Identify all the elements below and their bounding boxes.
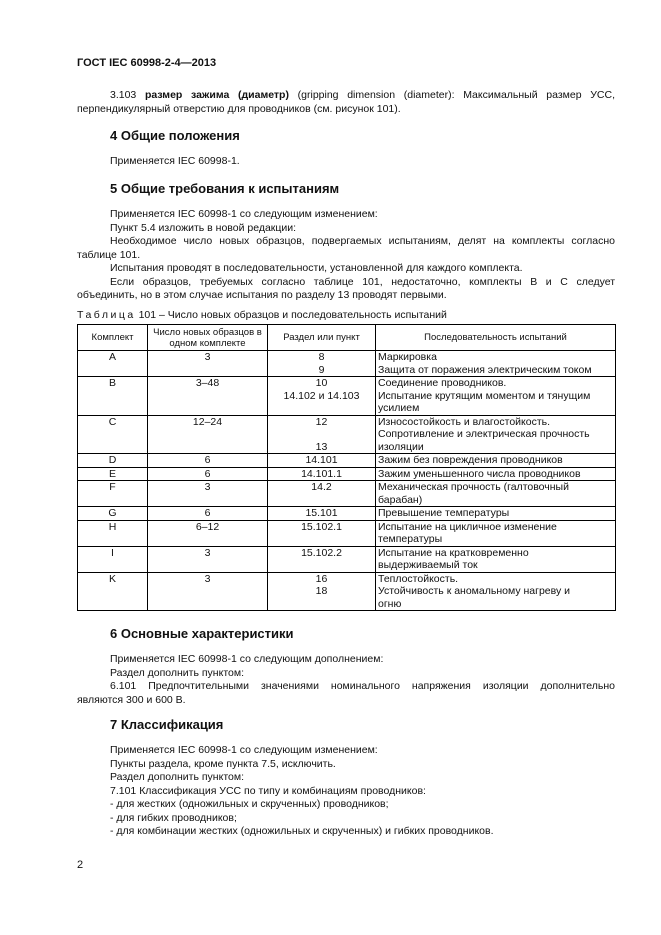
- cell-tests: [376, 351, 616, 377]
- section-6-p2: Раздел дополнить пунктом:: [110, 666, 244, 679]
- section-6-title: 6 Основные характеристики: [110, 626, 294, 641]
- clause-line: [270, 533, 373, 546]
- col-header-clause: Раздел или пункт: [268, 325, 376, 351]
- section-5-p5-cont: объединить, но в этом случае испытания по разделу 13 проводят первыми.: [77, 289, 447, 301]
- clause-line: [270, 402, 373, 415]
- test-line: Сопротивление и электрическая прочность: [378, 428, 590, 440]
- test-line: Испытание крутящим моментом и тянущим: [378, 389, 591, 402]
- cell-set: I: [78, 546, 148, 572]
- section-5-p5: Если образцов, требуемых согласно таблице 101, недостаточно, комплекты B и C следует: [110, 275, 615, 288]
- cell-count: 6: [148, 507, 268, 521]
- test-line: выдерживаемый ток: [378, 559, 478, 571]
- cell-tests: [376, 520, 616, 546]
- section-7-body: [77, 744, 615, 839]
- test-line: огню: [378, 597, 402, 610]
- test-line: барабан): [378, 493, 423, 506]
- test-line: Испытание на кратковременно: [378, 546, 529, 559]
- term-definition: (gripping dimension (diameter): Максимальный размер УСС,: [297, 89, 615, 101]
- cell-set: C: [78, 415, 148, 454]
- table-caption: [77, 309, 447, 323]
- cell-count: 6: [148, 467, 268, 481]
- cell-count: 6–12: [148, 520, 268, 546]
- section-7-p2: Пункты раздела, кроме пункта 7.5, исключить.: [110, 757, 336, 770]
- cell-clauses: [268, 520, 376, 546]
- table-caption-prefix: Таблица: [77, 309, 136, 321]
- table-row: [78, 415, 616, 454]
- test-line: температуры: [378, 533, 443, 545]
- table-row: [78, 377, 616, 416]
- section-5-p3-cont: таблице 101.: [77, 248, 141, 261]
- section-7-p3: Раздел дополнить пунктом:: [110, 771, 244, 783]
- clause-line: 14.101: [305, 454, 338, 466]
- test-line: Защита от поражения электрическим током: [378, 363, 592, 376]
- test-line: Механическая прочность (галтовочный: [378, 481, 569, 493]
- cell-count: 3: [148, 546, 268, 572]
- cell-count: 3–48: [148, 377, 268, 416]
- section-6-p3: 6.101 Предпочтительными значениями номинального напряжения изоляции дополнительно: [110, 680, 615, 692]
- test-line: Соединение проводников.: [378, 377, 507, 389]
- test-line: изоляции: [378, 440, 424, 453]
- cell-clauses: [268, 481, 376, 507]
- term: размер зажима (диаметр): [144, 89, 289, 101]
- cell-clauses: [268, 507, 376, 521]
- table-body: [78, 351, 616, 611]
- clause-line: 13: [315, 440, 328, 453]
- section-6-p1: Применяется IEC 60998-1 со следующим дополнением:: [110, 653, 384, 665]
- cell-tests: [376, 454, 616, 468]
- section-6-p3-cont: являются 300 и 600 В.: [77, 693, 186, 706]
- table-row: [78, 481, 616, 507]
- table-101: [77, 324, 616, 611]
- test-line: Испытание на цикличное изменение: [378, 520, 557, 533]
- cell-count: 3: [148, 572, 268, 611]
- table-row: [78, 546, 616, 572]
- clause-line: 12: [315, 415, 328, 428]
- cell-clauses: [268, 377, 376, 416]
- table-row: [78, 467, 616, 481]
- test-line: Превышение температуры: [378, 507, 510, 519]
- col-header-count: Число новых образцов в одном комплекте: [148, 325, 268, 351]
- clause-line: 14.101.1: [301, 467, 342, 480]
- page-number: 2: [77, 859, 84, 871]
- cell-tests: [376, 377, 616, 416]
- cell-clauses: [268, 546, 376, 572]
- clause-line: 15.102.2: [301, 546, 342, 559]
- clause-line: 18: [315, 585, 328, 597]
- section-7-bullet-2: - для гибких проводников;: [110, 811, 237, 824]
- clause-line: [270, 494, 373, 507]
- cell-count: 6: [148, 454, 268, 468]
- clause-3-103: [77, 89, 615, 116]
- term-definition-cont: перпендикулярный отверстию для проводников (см. рисунок 101).: [77, 102, 401, 115]
- clause-line: 8: [318, 351, 325, 363]
- cell-tests: [376, 572, 616, 611]
- clause-line: 10: [315, 377, 328, 389]
- cell-set: H: [78, 520, 148, 546]
- cell-count: 3: [148, 481, 268, 507]
- section-5-p3: Необходимое число новых образцов, подвергаемых испытаниям, делят на комплекты согласно: [110, 235, 615, 247]
- section-7-bullet-1: - для жестких (одножильных и скрученных) проводников;: [110, 798, 389, 810]
- clause-3-103-line1: [77, 89, 615, 103]
- clause-line: 16: [315, 572, 328, 585]
- section-7-p1: Применяется IEC 60998-1 со следующим изменением:: [110, 744, 378, 756]
- cell-clauses: [268, 572, 376, 611]
- cell-set: B: [78, 377, 148, 416]
- section-4-title: 4 Общие положения: [110, 128, 240, 143]
- section-7-title: 7 Классификация: [110, 717, 224, 732]
- col-header-tests: Последовательность испытаний: [376, 325, 616, 351]
- test-line: Маркировка: [378, 351, 437, 363]
- clause-line: [270, 598, 373, 611]
- document-header: ГОСТ IEC 60998-2-4—2013: [77, 57, 217, 69]
- cell-tests: [376, 481, 616, 507]
- section-5-body: [77, 208, 615, 303]
- section-4-p1: Применяется IEC 60998-1.: [110, 155, 240, 167]
- test-line: Износостойкость и влагостойкость.: [378, 415, 551, 428]
- clause-line: 15.101: [305, 507, 338, 519]
- cell-set: E: [78, 467, 148, 481]
- table-row: [78, 572, 616, 611]
- test-line: усилием: [378, 402, 420, 414]
- cell-set: F: [78, 481, 148, 507]
- cell-set: K: [78, 572, 148, 611]
- cell-clauses: [268, 415, 376, 454]
- col-header-set: Комплект: [78, 325, 148, 351]
- section-5-p1: Применяется IEC 60998-1 со следующим изменением:: [110, 208, 378, 220]
- section-5-p2: Пункт 5.4 изложить в новой редакции:: [110, 221, 297, 234]
- cell-tests: [376, 415, 616, 454]
- clause-line: 15.102.1: [301, 520, 342, 533]
- clause-line: [270, 559, 373, 572]
- cell-tests: [376, 507, 616, 521]
- section-6-body: [77, 653, 615, 707]
- table-row: [78, 351, 616, 377]
- table-caption-text: 101 – Число новых образцов и последовательность испытаний: [138, 309, 447, 321]
- cell-clauses: [268, 351, 376, 377]
- clause-line: 14.102 и 14.103: [283, 389, 360, 402]
- cell-count: 12–24: [148, 415, 268, 454]
- cell-count: 3: [148, 351, 268, 377]
- table-row: [78, 520, 616, 546]
- test-line: Устойчивость к аномальному нагреву и: [378, 585, 571, 597]
- table-row: [78, 507, 616, 521]
- section-5-title: 5 Общие требования к испытаниям: [110, 181, 340, 196]
- section-5-p4: Испытания проводят в последовательности, установленной для каждого комплекта.: [110, 262, 523, 274]
- test-line: Теплостойкость.: [378, 572, 459, 585]
- cell-clauses: [268, 467, 376, 481]
- table-header-row: [78, 325, 616, 351]
- section-7-bullet-3: - для комбинации жестких (одножильных и скрученных) и гибких проводников.: [110, 825, 494, 837]
- table-row: [78, 454, 616, 468]
- section-7-p4: 7.101 Классификация УСС по типу и комбинациям проводников:: [110, 784, 426, 797]
- cell-clauses: [268, 454, 376, 468]
- cell-tests: [376, 546, 616, 572]
- cell-tests: [376, 467, 616, 481]
- test-line: Зажим без повреждения проводников: [378, 454, 563, 466]
- cell-set: G: [78, 507, 148, 521]
- clause-number: 3.103: [110, 89, 137, 101]
- clause-line: 14.2: [311, 481, 332, 493]
- clause-line: [270, 428, 373, 441]
- clause-line: 9: [318, 363, 325, 376]
- cell-set: D: [78, 454, 148, 468]
- test-line: Зажим уменьшенного числа проводников: [378, 467, 581, 480]
- cell-set: A: [78, 351, 148, 377]
